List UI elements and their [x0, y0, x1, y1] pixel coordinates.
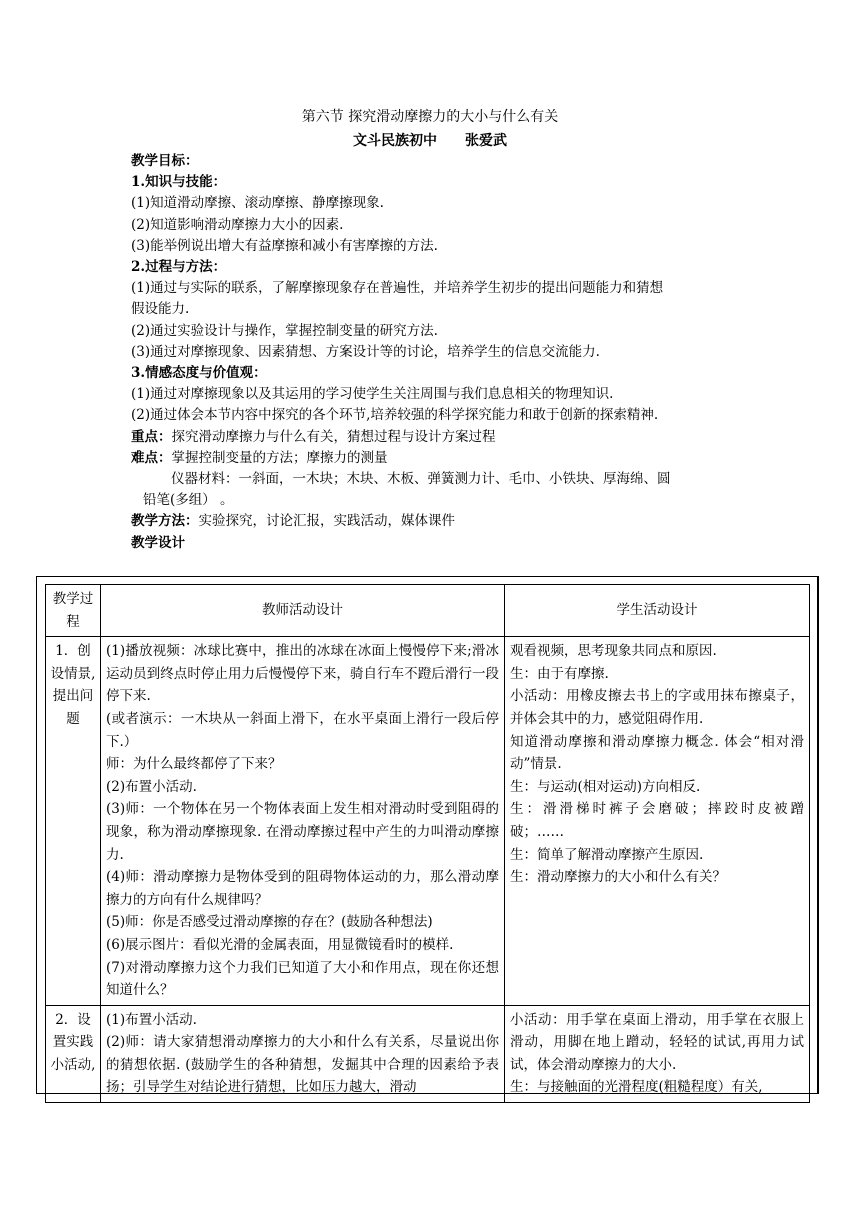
objective-1-item: (1)知道滑动摩擦、滚动摩擦、静摩擦现象. [131, 195, 384, 212]
difficulty [131, 448, 751, 469]
student-line: 小活动：用橡皮擦去书上的字或用抹布擦桌子，并体会其中的力，感觉阻碍作用. [510, 688, 804, 727]
teacher-cell [101, 1005, 505, 1102]
teacher-cell [101, 637, 505, 1006]
objectives-section [131, 151, 751, 554]
student-line: 观看视频，思考现象共同点和原因. [510, 643, 717, 660]
student-line: 生：滑动摩擦力的大小和什么有关？ [510, 869, 726, 886]
teacher-line: (3)师：一个物体在另一个物体表面上发生相对滑动时受到阻碍的现象，称为滑动摩擦现象. 在滑动摩擦过程中产生的力叫滑动摩擦力. [106, 801, 499, 863]
teacher-line: (7)对滑动摩擦力这个力我们已知道了大小和作用点，现在你还想知道什么？ [106, 959, 499, 999]
difficulty-label: 难点： [131, 449, 172, 466]
author-line [0, 130, 860, 150]
objective-2-item: (3)通过对摩擦现象、因素猜想、方案设计等的讨论，培养学生的信息交流能力. [131, 343, 600, 360]
objective-2-item: (2)通过实验设计与操作，掌握控制变量的研究方法. [131, 322, 438, 339]
materials-line-2: 铅笔(多组） 。 [143, 492, 234, 509]
objective-2-item: (1)通过与实际的联系，了解摩擦现象存在普遍性，并培养学生初步的提出问题能力和猜想 [131, 280, 664, 297]
teaching-method-label: 教学方法： [131, 513, 199, 530]
materials-line-1: 仪器材料：一斜面，一木块；木块、木板、弹簧测力计、毛巾、小铁块、厚海绵、圆 [171, 471, 671, 488]
student-cell [505, 637, 810, 1006]
teaching-method [131, 511, 751, 532]
table-row [46, 637, 810, 1006]
school-name: 文斗民族初中 [353, 133, 437, 149]
design-heading: 教学设计 [131, 534, 185, 551]
objective-3-item: (1)通过对摩擦现象以及其运用的学习使学生关注周围与我们息息相关的物理知识. [131, 386, 614, 403]
objective-1-heading: 1.知识与技能： [131, 174, 227, 191]
student-cell [505, 1005, 810, 1102]
student-line: 生：简单了解滑动摩擦产生原因. [510, 846, 704, 863]
stage-cell: 2．设置实践小活动, [46, 1005, 101, 1102]
student-line: 生：与接触面的光滑程度(粗糙程度）有关, [510, 1079, 763, 1096]
teacher-line: (2)布置小活动. [106, 778, 197, 795]
teacher-line: (5)师：你是否感受过滑动摩擦的存在？(鼓励各种想法) [106, 914, 433, 931]
teacher-line: (2)师：请大家猜想滑动摩擦力的大小和什么有关系，尽量说出你的猜想依据. (鼓励学生的各种猜想，发掘其中合理的因素给予表扬；引导学生对结论进行猜想，比如压力越大，滑动 [106, 1034, 499, 1096]
teacher-line: (4)师：滑动摩擦力是物体受到的阻碍物体运动的力，那么滑动摩擦力的方向有什么规律吗？ [106, 869, 499, 908]
header-teacher: 教师活动设计 [101, 585, 505, 637]
teacher-line: (或者演示：一木块从一斜面上滑下，在水平桌面上滑行一段后停下.） [106, 710, 499, 750]
table-row [46, 1005, 810, 1102]
table-header-row [46, 585, 810, 637]
teacher-line: 师：为什么最终都停了下来？ [106, 756, 282, 773]
teacher-line: (1)播放视频：冰球比赛中，推出的冰球在冰面上慢慢停下来;滑冰运动员到终点时停止用力后慢慢停下来，骑自行车不蹬后滑行一段停下来. [106, 643, 499, 705]
student-line: 生：由于有摩擦. [510, 665, 609, 682]
author-name: 张爱武 [465, 133, 507, 149]
objective-1-item: (3)能举例说出增大有益摩擦和减小有害摩擦的方法. [131, 237, 438, 254]
student-line: 生：与运动(相对运动)方向相反. [510, 778, 701, 795]
key-point-label: 重点： [131, 428, 172, 445]
teacher-line: (6)展示图片：看似光滑的金属表面，用显微镜看时的模样. [106, 936, 454, 953]
objective-1-item: (2)知道影响滑动摩擦力大小的因素. [131, 216, 344, 233]
lesson-design-table [45, 584, 810, 1103]
student-line: 生：滑滑梯时裤子会磨破；摔跤时皮被蹭破；…… [510, 801, 804, 840]
objective-2-heading: 2.过程与方法： [131, 259, 227, 276]
key-point [131, 427, 751, 448]
stage-cell: 1．创设情景,提出问题 [46, 637, 101, 1006]
teaching-method-text: 实验探究，讨论汇报，实践活动，媒体课件 [198, 513, 455, 530]
teacher-line: (1)布置小活动. [106, 1011, 197, 1028]
document-title: 第六节 探究滑动摩擦力的大小与什么有关 [301, 109, 559, 125]
student-line: 知道滑动摩擦和滑动摩擦力概念. 体会“相对滑动”情景. [510, 733, 804, 773]
objectives-heading: 教学目标： [131, 153, 199, 169]
objective-2-item: 假设能力. [131, 301, 190, 318]
student-line: 小活动：用手掌在桌面上滑动，用手掌在衣服上滑动，用脚在地上蹭动，轻轻的试试,再用力试试，体会滑动摩擦力的大小. [510, 1011, 804, 1073]
header-stage: 教学过程 [46, 585, 101, 637]
difficulty-text: 掌握控制变量的方法；摩擦力的测量 [171, 449, 388, 466]
table-frame-right-rule [818, 576, 819, 1094]
objective-3-heading: 3.情感态度与价值观： [131, 365, 267, 382]
objective-3-item: (2)通过体会本节内容中探究的各个环节,培养较强的科学探究能力和敢于创新的探索精神. [131, 407, 659, 424]
key-point-text: 探究滑动摩擦力与什么有关，猜想过程与设计方案过程 [171, 428, 496, 445]
header-student: 学生活动设计 [505, 585, 810, 637]
